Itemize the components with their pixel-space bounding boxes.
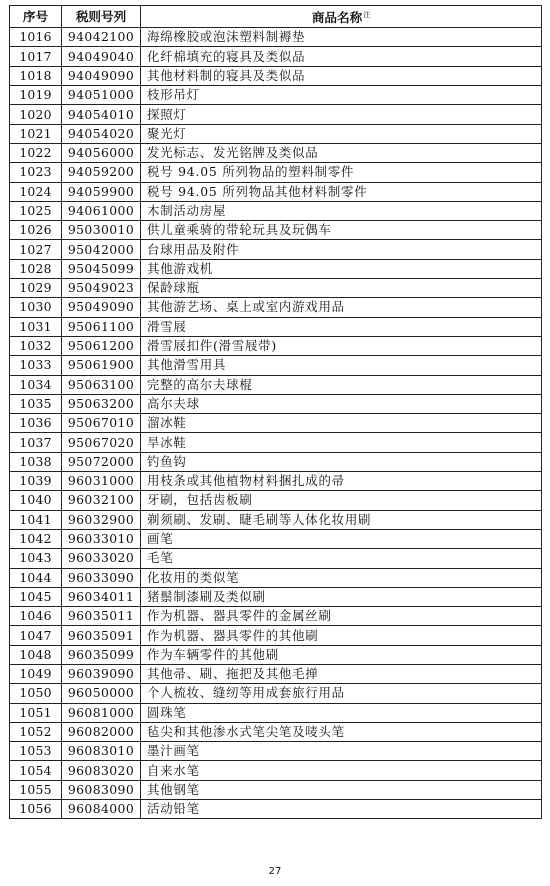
page-number: 27 [268,866,282,877]
row-seq-cell: 1022 [10,143,62,162]
row-seq-cell: 1027 [10,240,62,259]
table-row [10,221,542,240]
row-name-cell: 活动铅笔 [141,800,542,819]
row-name-cell: 其他材料制的寝具及类似品 [141,66,542,85]
row-name-cell: 探照灯 [141,105,542,124]
row-name-cell: 发光标志、发光铭牌及类似品 [141,143,542,162]
row-code-cell: 95067020 [62,433,141,452]
row-name-cell: 滑雪屐 [141,317,542,336]
row-code-cell: 94054010 [62,105,141,124]
row-code-cell: 94059200 [62,163,141,182]
row-seq-cell: 1040 [10,491,62,510]
row-name-cell: 其他游戏机 [141,259,542,278]
table-row [10,240,542,259]
table-row [10,298,542,317]
table-row [10,780,542,799]
row-seq-cell: 1019 [10,86,62,105]
row-code-cell: 94049040 [62,47,141,66]
row-name-cell: 税号 94.05 所列物品的塑料制零件 [141,163,542,182]
row-code-cell: 95061100 [62,317,141,336]
row-name-cell: 供儿童乘骑的带轮玩具及玩偶车 [141,221,542,240]
row-code-cell: 96032100 [62,491,141,510]
table-row [10,105,542,124]
table-row [10,607,542,626]
row-name-cell: 其他帚、刷、拖把及其他毛掸 [141,664,542,683]
row-code-cell: 96033020 [62,549,141,568]
row-seq-cell: 1049 [10,664,62,683]
table-header [10,6,542,28]
row-code-cell: 94054020 [62,124,141,143]
row-name-cell: 剃须刷、发刷、睫毛刷等人体化妆用刷 [141,510,542,529]
row-code-cell: 95067010 [62,414,141,433]
row-name-cell: 作为车辆零件的其他刷 [141,645,542,664]
row-code-cell: 94056000 [62,143,141,162]
row-code-cell: 96033010 [62,529,141,548]
table-row [10,143,542,162]
row-name-cell: 圆珠笔 [141,703,542,722]
row-seq-cell: 1025 [10,201,62,220]
row-name-cell: 作为机器、器具零件的金属丝刷 [141,607,542,626]
row-code-cell: 94061000 [62,201,141,220]
row-name-cell: 自来水笔 [141,761,542,780]
row-name-cell: 保龄球瓶 [141,279,542,298]
row-code-cell: 96035091 [62,626,141,645]
row-code-cell: 95061900 [62,356,141,375]
table-row [10,356,542,375]
header-row [10,6,542,28]
table-row [10,472,542,491]
row-seq-cell: 1034 [10,375,62,394]
row-code-cell: 95049090 [62,298,141,317]
row-code-cell: 96083010 [62,742,141,761]
row-name-cell: 画笔 [141,529,542,548]
row-seq-cell: 1031 [10,317,62,336]
row-seq-cell: 1052 [10,722,62,741]
row-name-cell: 旱冰鞋 [141,433,542,452]
row-name-cell: 猪鬃制漆刷及类似刷 [141,587,542,606]
row-name-cell: 木制活动房屋 [141,201,542,220]
row-seq-cell: 1035 [10,394,62,413]
table-row [10,414,542,433]
row-name-cell: 溜冰鞋 [141,414,542,433]
table-row [10,510,542,529]
table-row [10,279,542,298]
row-seq-cell: 1021 [10,124,62,143]
row-seq-cell: 1047 [10,626,62,645]
row-name-cell: 毛笔 [141,549,542,568]
row-code-cell: 95063100 [62,375,141,394]
table-row [10,259,542,278]
row-seq-cell: 1020 [10,105,62,124]
table-row [10,317,542,336]
row-seq-cell: 1024 [10,182,62,201]
row-name-cell: 用枝条或其他植物材料捆扎成的帚 [141,472,542,491]
row-code-cell: 96039090 [62,664,141,683]
table-row [10,549,542,568]
row-seq-cell: 1037 [10,433,62,452]
row-code-cell: 95061200 [62,336,141,355]
table-row [10,66,542,85]
table-row [10,201,542,220]
table-row [10,163,542,182]
row-seq-cell: 1039 [10,472,62,491]
row-code-cell: 95042000 [62,240,141,259]
row-seq-cell: 1053 [10,742,62,761]
table-row [10,684,542,703]
row-seq-cell: 1043 [10,549,62,568]
row-name-cell: 化妆用的类似笔 [141,568,542,587]
row-name-cell: 其他游艺场、桌上或室内游戏用品 [141,298,542,317]
row-code-cell: 96035099 [62,645,141,664]
row-seq-cell: 1033 [10,356,62,375]
row-seq-cell: 1016 [10,28,62,47]
header-seq: 序号 [10,6,62,28]
row-seq-cell: 1017 [10,47,62,66]
row-code-cell: 94059900 [62,182,141,201]
row-name-cell: 作为机器、器具零件的其他刷 [141,626,542,645]
row-seq-cell: 1046 [10,607,62,626]
row-name-cell: 其他钢笔 [141,780,542,799]
row-seq-cell: 1055 [10,780,62,799]
header-code: 税则号列 [62,6,141,28]
row-name-cell: 个人梳妆、缝纫等用成套旅行用品 [141,684,542,703]
row-code-cell: 95030010 [62,221,141,240]
table-body [10,28,542,819]
row-seq-cell: 1050 [10,684,62,703]
row-code-cell: 95045099 [62,259,141,278]
row-seq-cell: 1042 [10,529,62,548]
row-seq-cell: 1036 [10,414,62,433]
row-name-cell: 聚光灯 [141,124,542,143]
table-row [10,722,542,741]
row-code-cell: 96031000 [62,472,141,491]
row-name-cell: 高尔夫球 [141,394,542,413]
row-seq-cell: 1030 [10,298,62,317]
row-code-cell: 96083020 [62,761,141,780]
row-code-cell: 96083090 [62,780,141,799]
row-code-cell: 94042100 [62,28,141,47]
table-row [10,86,542,105]
row-name-cell: 滑雪屐扣件(滑雪屐带) [141,336,542,355]
row-code-cell: 94051000 [62,86,141,105]
row-name-cell: 墨汁画笔 [141,742,542,761]
row-seq-cell: 1028 [10,259,62,278]
table-row [10,336,542,355]
table-row [10,529,542,548]
table-row [10,394,542,413]
row-seq-cell: 1054 [10,761,62,780]
table-row [10,124,542,143]
tariff-table [9,5,542,819]
table-row [10,182,542,201]
header-name-note: 注 [363,11,371,19]
row-name-cell: 化纤棉填充的寝具及类似品 [141,47,542,66]
row-code-cell: 96034011 [62,587,141,606]
row-seq-cell: 1026 [10,221,62,240]
row-name-cell: 牙刷，包括齿板刷 [141,491,542,510]
row-name-cell: 税号 94.05 所列物品其他材料制零件 [141,182,542,201]
table-row [10,664,542,683]
row-code-cell: 95072000 [62,452,141,471]
row-seq-cell: 1032 [10,336,62,355]
row-code-cell: 96035011 [62,607,141,626]
row-name-cell: 枝形吊灯 [141,86,542,105]
row-seq-cell: 1018 [10,66,62,85]
row-seq-cell: 1029 [10,279,62,298]
row-code-cell: 95049023 [62,279,141,298]
row-seq-cell: 1048 [10,645,62,664]
table-row [10,375,542,394]
table-row [10,761,542,780]
row-seq-cell: 1041 [10,510,62,529]
row-code-cell: 96082000 [62,722,141,741]
header-name [141,6,542,28]
row-name-cell: 毡尖和其他渗水式笔尖笔及唛头笔 [141,722,542,741]
row-seq-cell: 1038 [10,452,62,471]
row-name-cell: 台球用品及附件 [141,240,542,259]
row-code-cell: 95063200 [62,394,141,413]
row-name-cell: 钓鱼钩 [141,452,542,471]
row-seq-cell: 1023 [10,163,62,182]
table-row [10,703,542,722]
row-code-cell: 96081000 [62,703,141,722]
row-name-cell: 海绵橡胶或泡沫塑料制褥垫 [141,28,542,47]
row-code-cell: 96050000 [62,684,141,703]
row-code-cell: 96032900 [62,510,141,529]
table-row [10,800,542,819]
header-name-label: 商品名称 [311,10,363,26]
table-row [10,491,542,510]
row-code-cell: 94049090 [62,66,141,85]
table-row [10,587,542,606]
table-row [10,433,542,452]
row-code-cell: 96084000 [62,800,141,819]
table-row [10,568,542,587]
row-seq-cell: 1051 [10,703,62,722]
table-row [10,47,542,66]
table-row [10,28,542,47]
row-seq-cell: 1056 [10,800,62,819]
row-seq-cell: 1044 [10,568,62,587]
row-code-cell: 96033090 [62,568,141,587]
table-row [10,626,542,645]
table-row [10,742,542,761]
table-row [10,452,542,471]
row-name-cell: 其他滑雪用具 [141,356,542,375]
table-row [10,645,542,664]
row-name-cell: 完整的高尔夫球棍 [141,375,542,394]
row-seq-cell: 1045 [10,587,62,606]
tariff-table-container [9,5,541,819]
